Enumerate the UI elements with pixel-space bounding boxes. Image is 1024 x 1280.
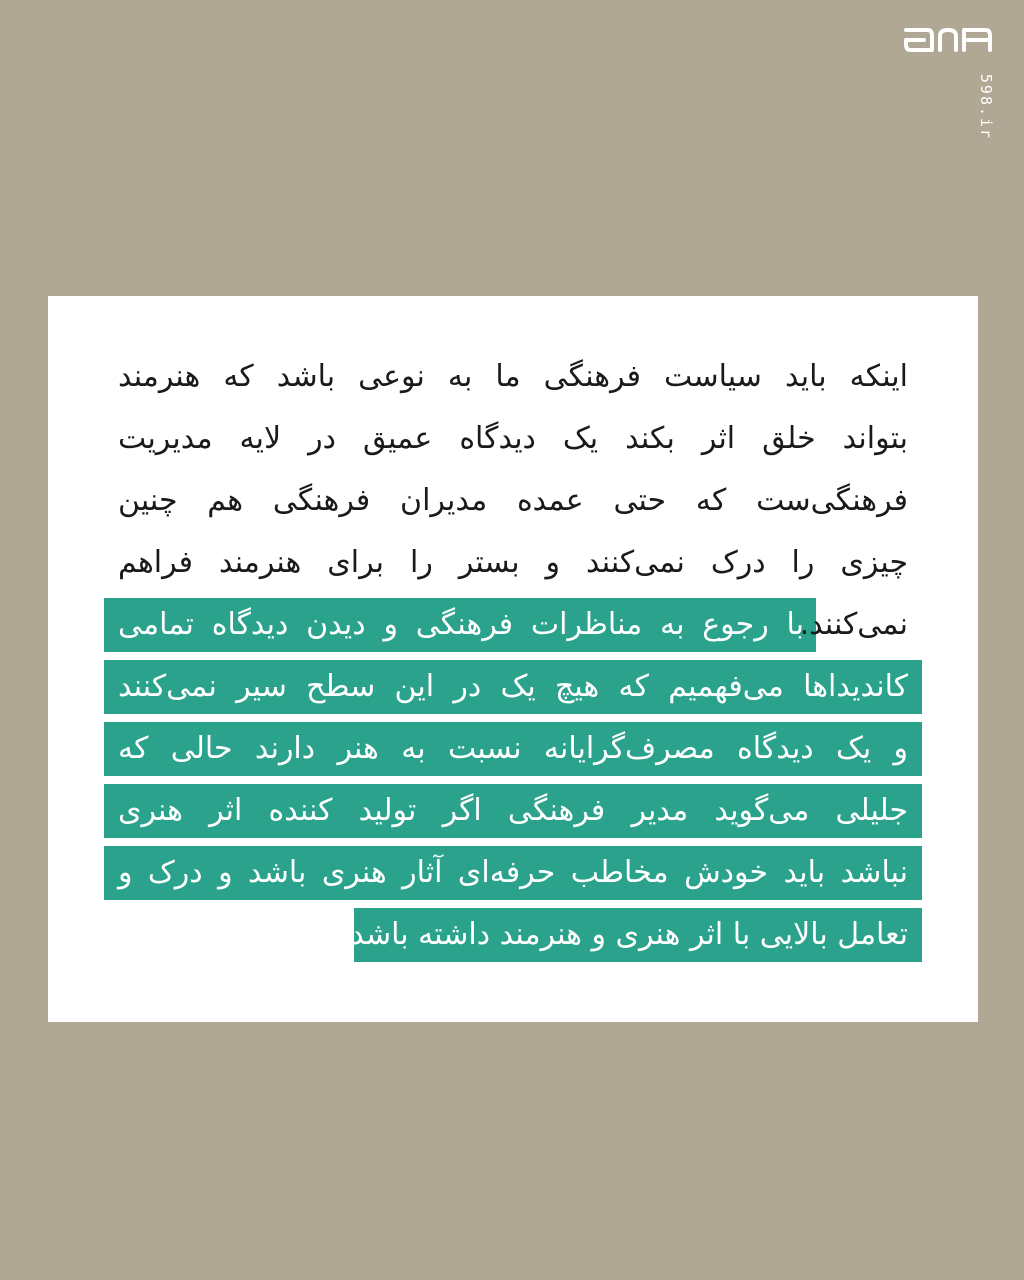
text-line-4: چیزی را درک نمی‌کنند و بستر را برای هنرمند فراهم bbox=[118, 545, 908, 580]
text-line-3: فرهنگی‌ست که حتی عمده مدیران فرهنگی هم چنین bbox=[118, 483, 908, 518]
highlighted-line-2: و یک دیدگاه مصرف‌گرایانه نسبت به هنر دارند حالی که bbox=[118, 718, 908, 780]
highlighted-line-4: نباشد باید خودش مخاطب حرفه‌ای آثار هنری باشد و درک و bbox=[118, 842, 908, 904]
site-url: 598.ir bbox=[977, 73, 995, 141]
brand-logo-mark bbox=[902, 22, 994, 58]
text-line-2: بتواند خلق اثر بکند یک دیدگاه عمیق در لایه مدیریت bbox=[118, 421, 908, 456]
highlighted-line-1: کاندیداها می‌فهمیم که هیچ یک در این سطح سیر نمی‌کنند bbox=[118, 656, 908, 718]
text-line-1: اینکه باید سیاست فرهنگی ما به نوعی باشد که هنرمند bbox=[118, 359, 908, 394]
article-text bbox=[118, 346, 908, 966]
quote-card bbox=[48, 296, 978, 1022]
highlighted-line-5: تعامل بالایی با اثر هنری و هنرمند داشته باشد. bbox=[118, 904, 908, 966]
text-line-5: نمی‌کنند. با رجوع به مناظرات فرهنگی و دیدن دیدگاه تمامی bbox=[118, 594, 908, 656]
brand-logo bbox=[902, 22, 994, 58]
highlighted-line-3: جلیلی می‌گوید مدیر فرهنگی اگر تولید کننده اثر هنری bbox=[118, 780, 908, 842]
